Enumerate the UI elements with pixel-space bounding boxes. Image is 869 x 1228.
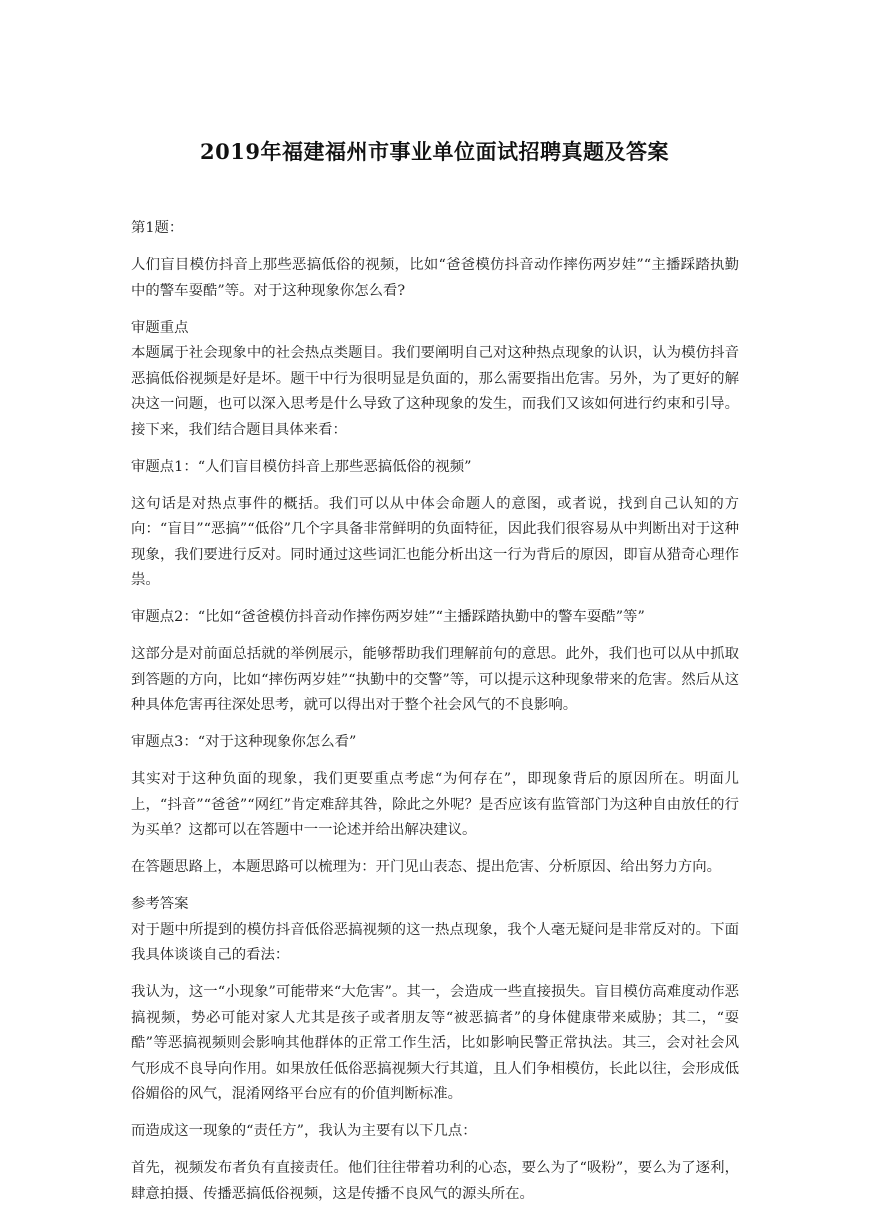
document-body [131, 216, 739, 1219]
analysis-point-1-text: 这句话是对热点事件的概括。我们可以从中体会命题人的意图，或者说，找到自己认知的方向：“盲目”“恶搞”“低俗”几个字具备非常鲜明的负面特征，因此我们很容易从中判断出对于这种现象，我们要进行反对。同时通过这些词汇也能分析出这一行为背后的原因，即盲从猎奇心理作祟。 [131, 495, 739, 588]
answer-outline: 在答题思路上，本题思路可以梳理为：开门见山表态、提出危害、分析原因、给出努力方向。 [131, 859, 722, 875]
analysis-intro: 本题属于社会现象中的社会热点类题目。我们要阐明自己对这种热点现象的认识，认为模仿抖音恶搞低俗视频是好是坏。题干中行为很明显是负面的，那么需要指出危害。另外，为了更好的解决这一问题，也可以深入思考是什么导致了这种现象的发生，而我们又该如何进行约束和引导。接下来，我们结合题目具体来看： [131, 345, 739, 438]
analysis-point-2-heading: 审题点2：“比如“爸爸模仿抖音动作摔伤两岁娃”“主播踩踏执勤中的警车耍酷”等” [131, 609, 645, 625]
answer-paragraph-4: 首先，视频发布者负有直接责任。他们往往带着功利的心态，要么为了“吸粉”，要么为了逐利，肆意拍摄、传播恶搞低俗视频，这是传播不良风气的源头所在。 [131, 1160, 739, 1202]
analysis-point-2-text: 这部分是对前面总括就的举例展示，能够帮助我们理解前句的意思。此外，我们也可以从中抓取到答题的方向，比如“摔伤两岁娃”“执勤中的交警”等，可以提示这种现象带来的危害。然后从这种具体危害再往深处思考，就可以得出对于整个社会风气的不良影响。 [131, 646, 739, 713]
answer-paragraph-3: 而造成这一现象的“责任方”，我认为主要有以下几点： [131, 1123, 477, 1139]
answer-paragraph-2: 我认为，这一“小现象”可能带来“大危害”。其一，会造成一些直接损失。盲目模仿高难度动作恶搞视频，势必可能对家人尤其是孩子或者朋友等“被恶搞者”的身体健康带来威胁；其二，“耍酷”等恶搞视频则会影响其他群体的正常工作生活，比如影响民警正常执法。其三，会对社会风气形成不良导向作用。如果放任低俗恶搞视频大行其道，且人们争相模仿，长此以往，会形成低俗媚俗的风气，混淆网络平台应有的价值判断标准。 [131, 984, 739, 1102]
section-heading-answer: 参考答案 [131, 896, 189, 912]
document-title: 2019年福建福州市事业单位面试招聘真题及答案 [200, 139, 669, 164]
analysis-point-3-heading: 审题点3：“对于这种现象你怎么看” [131, 734, 357, 750]
section-heading-analysis: 审题重点 [131, 319, 189, 336]
question-text: 人们盲目模仿抖音上那些恶搞低俗的视频，比如“爸爸模仿抖音动作摔伤两岁娃”“主播踩踏执勤中的警车耍酷”等。对于这种现象你怎么看? [131, 257, 739, 299]
question-number: 第1题： [131, 220, 184, 236]
analysis-point-1-heading: 审题点1：“人们盲目模仿抖音上那些恶搞低俗的视频” [131, 458, 472, 475]
answer-paragraph-1: 对于题中所提到的模仿抖音低俗恶搞视频的这一热点现象，我个人毫无疑问是非常反对的。下面我具体谈谈自己的看法： [131, 921, 739, 963]
analysis-point-3-text: 其实对于这种负面的现象，我们更要重点考虑“为何存在”，即现象背后的原因所在。明面儿上，“抖音”“爸爸”“网红”肯定难辞其咎，除此之外呢？是否应该有监管部门为这种自由放任的行为买单？这都可以在答题中一一论述并给出解决建议。 [131, 771, 739, 838]
